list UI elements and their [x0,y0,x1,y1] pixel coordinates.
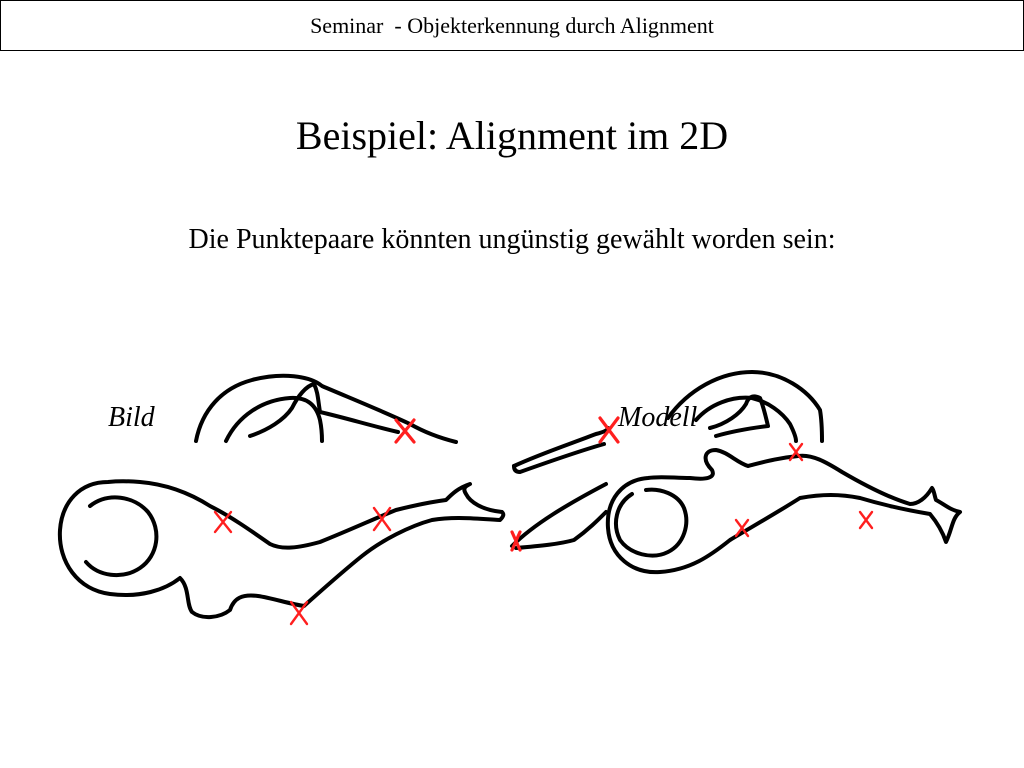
center-marker [512,532,520,550]
x-marker-bild-2 [215,512,231,532]
slide-title: Beispiel: Alignment im 2D [295,113,729,158]
x-marker-bild-1 [396,420,414,442]
x-marker-modell-4 [860,512,872,528]
center-overlap-fragment [512,428,608,548]
label-modell: Modell [618,402,698,433]
x-marker-modell-3 [736,520,748,536]
x-marker-bild-4 [291,602,307,624]
bild-upper-fragment [196,376,456,442]
header-title: Seminar - Objekterkennung durch Alignment [310,12,714,38]
modell-markers [600,418,872,536]
header-bar [0,0,1024,51]
x-marker-modell-2 [790,444,802,460]
x-marker-partial [512,532,520,550]
x-marker-modell-1 [600,418,618,442]
label-bild: Bild [108,402,155,433]
bild-lower-outline [60,481,503,617]
x-marker-bild-3 [374,508,390,530]
slide-subtitle: Die Punktepaare könnten ungünstig gewählt worden sein: [188,224,836,255]
bild-markers [215,420,414,624]
modell-lower-outline [608,450,960,572]
